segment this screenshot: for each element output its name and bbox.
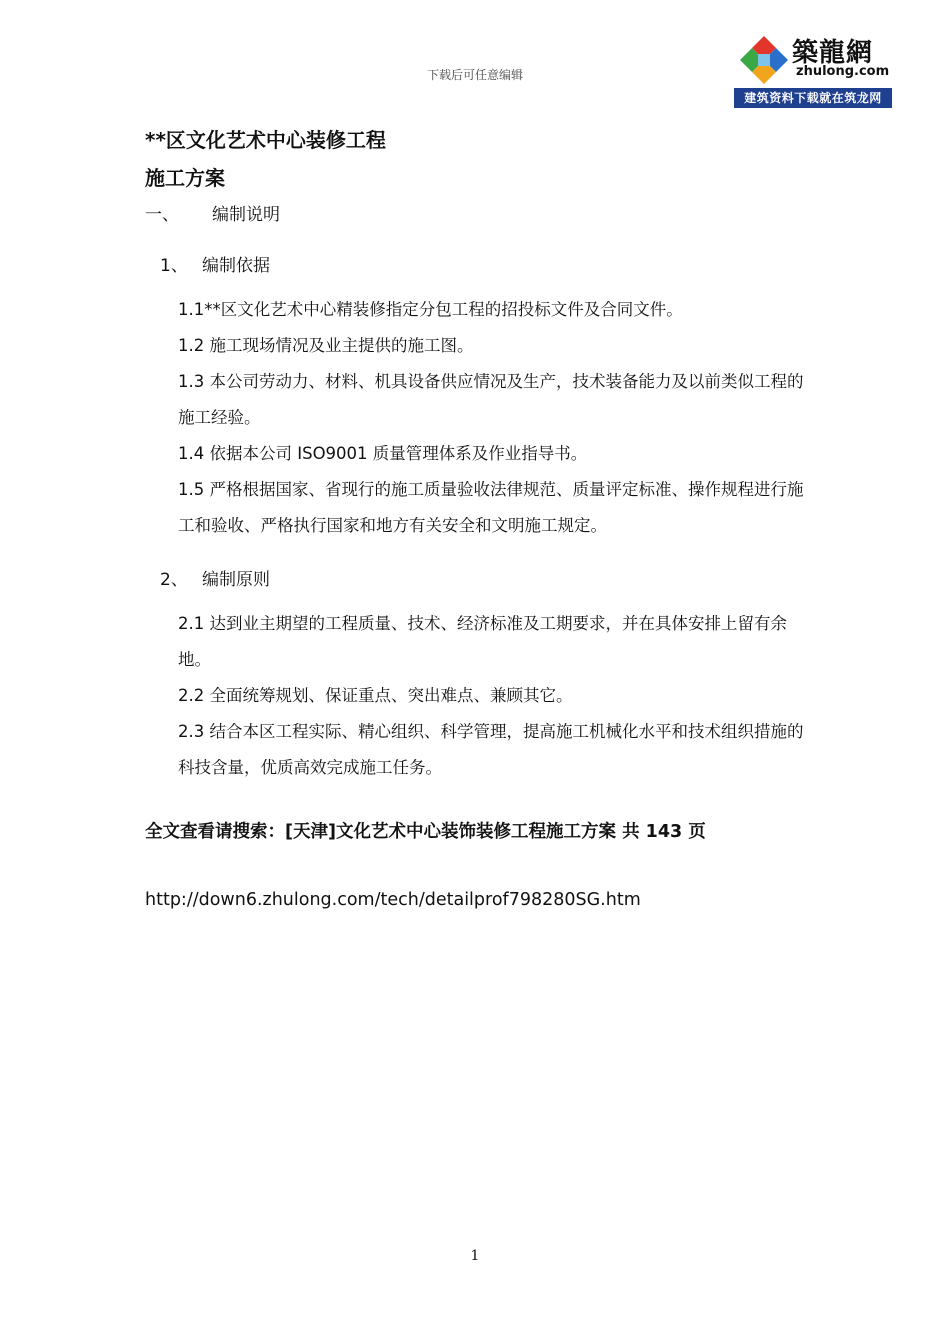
subsection-2-heading: 编制原则 [202, 570, 270, 590]
logo-name-cn: 築龍網 [792, 38, 874, 68]
page-number: 1 [470, 1248, 480, 1264]
document-title: **区文化艺术中心装修工程 [145, 128, 386, 152]
zhulong-logo [734, 30, 892, 108]
list-item: 1.1**区文化艺术中心精装修指定分包工程的招投标文件及合同文件。 [178, 300, 683, 319]
list-item: 2.1 达到业主期望的工程质量、技术、经济标准及工期要求，并在具体安排上留有余地。 [178, 614, 787, 669]
logo-name-en: zhulong.com [796, 64, 890, 79]
logo-slogan: 建筑资料下载就在筑龙网 [734, 88, 892, 108]
list-item: 1.2 施工现场情况及业主提供的施工图。 [178, 336, 474, 355]
full-text-search-hint: 全文查看请搜索：[天津]文化艺术中心装饰装修工程施工方案 共 143 页 [145, 822, 706, 842]
list-item: 1.4 依据本公司 ISO9001 质量管理体系及作业指导书。 [178, 444, 588, 463]
list-item: 1.3 本公司劳动力、材料、机具设备供应情况及生产，技术装备能力及以前类似工程的施工经验。 [178, 372, 804, 427]
list-item: 2.2 全面统筹规划、保证重点、突出难点、兼顾其它。 [178, 686, 573, 705]
list-item: 1.5 严格根据国家、省现行的施工质量验收法律规范、质量评定标准、操作规程进行施工和验收、严格执行国家和地方有关安全和文明施工规定。 [178, 480, 804, 535]
zhulong-logo-icon [738, 34, 790, 86]
subsection-2-number: 2、 [160, 570, 188, 590]
document-subtitle: 施工方案 [145, 166, 225, 190]
list-item: 2.3 结合本区工程实际、精心组织、科学管理，提高施工机械化水平和技术组织措施的科技含量，优质高效完成施工任务。 [178, 722, 804, 777]
section-1-heading: 编制说明 [212, 205, 280, 225]
download-link[interactable]: http://down6.zhulong.com/tech/detailprof798280SG.htm [145, 890, 641, 910]
section-1-number: 一、 [145, 205, 179, 225]
subsection-1-heading: 编制依据 [202, 256, 270, 276]
header-note: 下载后可任意编辑 [426, 68, 523, 82]
subsection-1-number: 1、 [160, 256, 188, 276]
